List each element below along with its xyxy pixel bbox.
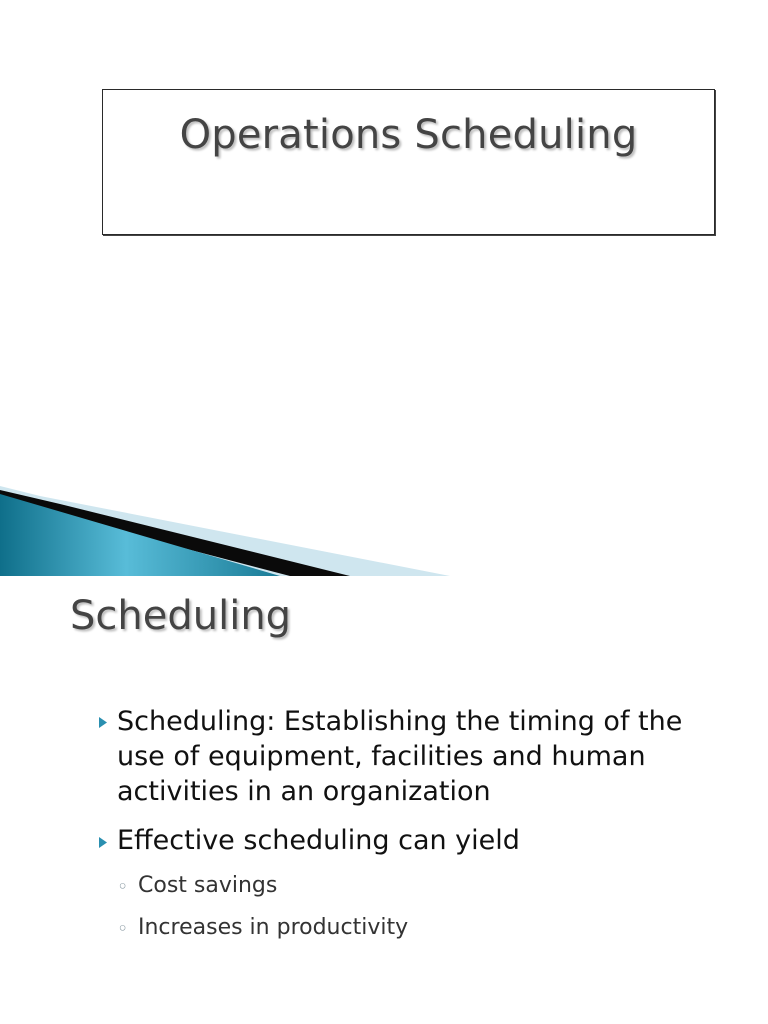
sub-bullet-1: Cost savings <box>138 873 278 898</box>
bullet-1-line-1: Scheduling: Establishing the timing of the <box>117 706 683 737</box>
slide-title: Operations Scheduling <box>179 112 638 158</box>
decorative-swoosh <box>0 486 768 576</box>
slide-heading: Scheduling <box>70 593 292 639</box>
bullet-1-line-2: use of equipment, facilities and human <box>117 741 646 772</box>
sub-bullet-2: Increases in productivity <box>138 915 409 940</box>
triangle-bullet-icon <box>96 716 109 729</box>
triangle-bullet-icon <box>96 836 109 849</box>
content-slide <box>0 576 768 1024</box>
circle-bullet-icon: ◦ <box>117 876 129 898</box>
bullet-2-line-1: Effective scheduling can yield <box>117 825 520 856</box>
title-placeholder <box>102 89 715 235</box>
bullet-1-line-3: activities in an organization <box>117 776 491 807</box>
circle-bullet-icon: ◦ <box>117 918 129 940</box>
